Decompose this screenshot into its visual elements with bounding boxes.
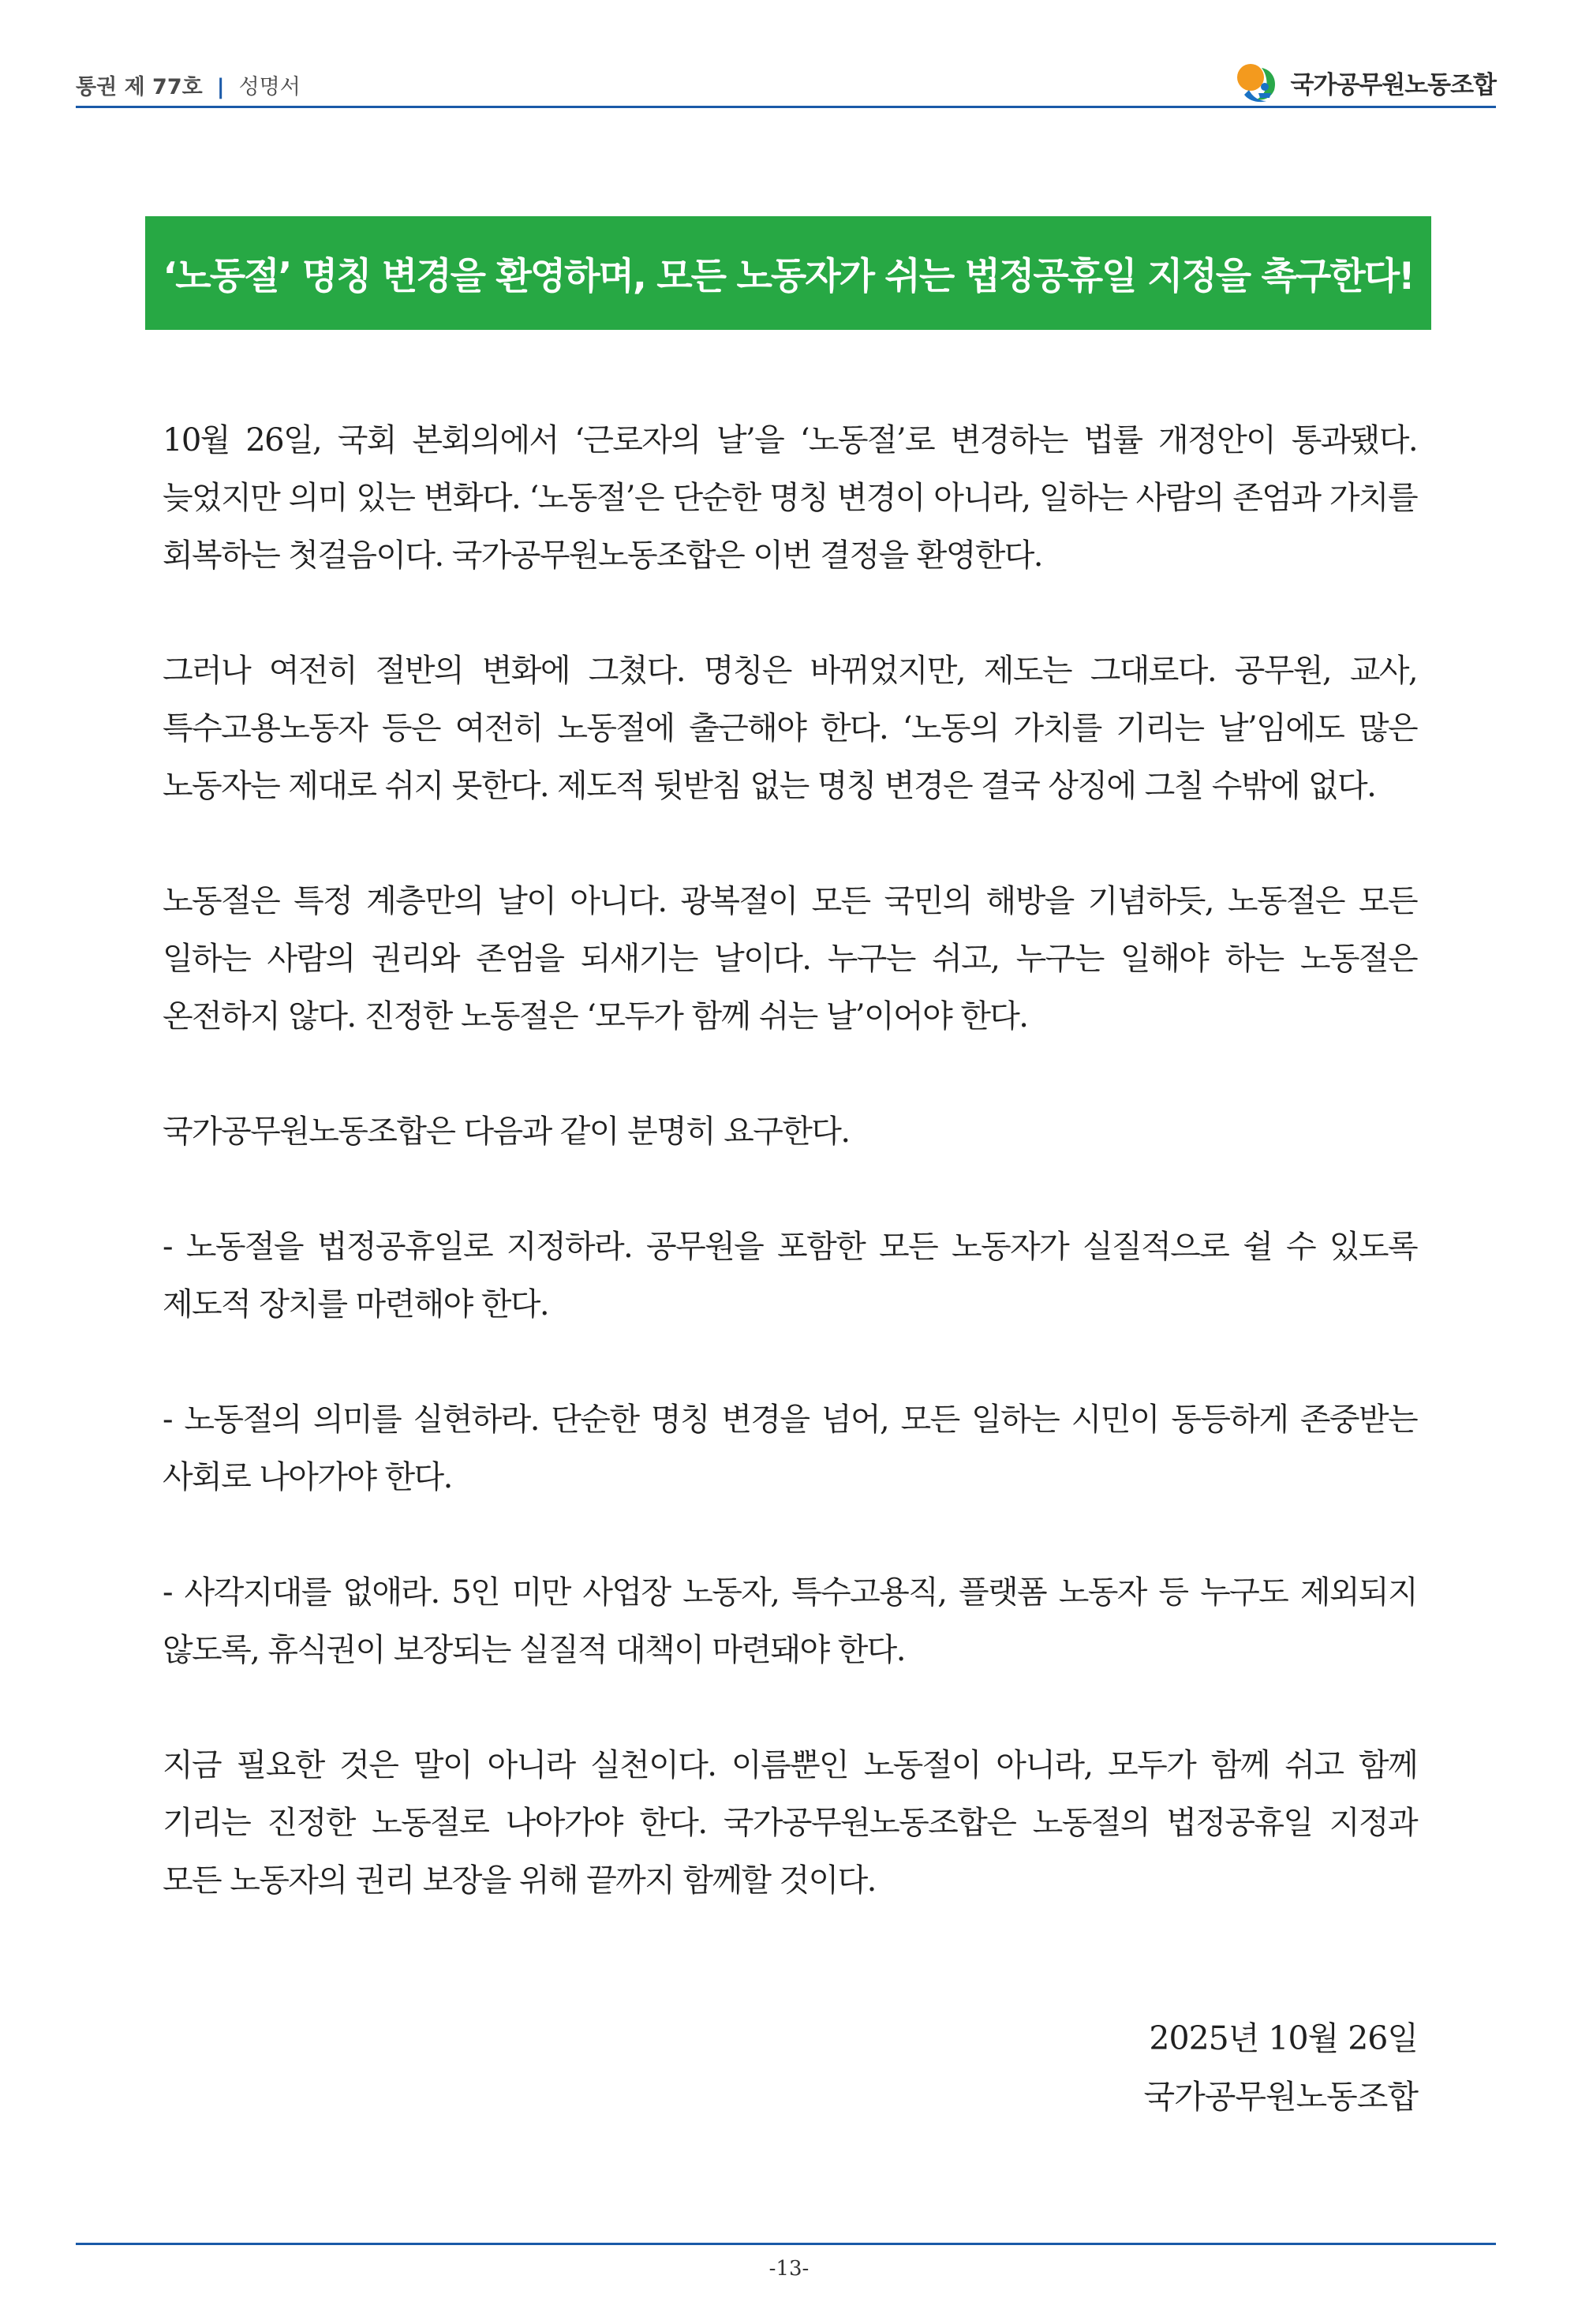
- statement-title: ‘노동절’ 명칭 변경을 환영하며, 모든 노동자가 쉬는 법정공휴일 지정을 촉구한다!: [163, 254, 1414, 298]
- paragraph: 노동절은 특정 계층만의 날이 아니다. 광복절이 모든 국민의 해방을 기념하듯, 노동절은 모든 일하는 사람의 권리와 존엄을 되새기는 날이다. 누구는 쉬고, 누구는 일해야 하는 노동절은 온전하지 않다. 진정한 노동절은 ‘모두가 함께 쉬는 날’이어야 한다.: [163, 883, 1417, 1035]
- header-separator: |: [216, 75, 225, 99]
- document-category: 성명서: [238, 75, 301, 99]
- statement-body: [163, 412, 1417, 1967]
- signature-block: [1144, 2009, 1418, 2126]
- demand-item: - 노동절의 의미를 실현하라. 단순한 명칭 변경을 넘어, 모든 일하는 시민이 동등하게 존중받는 사회로 나아가야 한다.: [163, 1402, 1417, 1495]
- statement-date: 2025년 10월 26일: [1149, 2019, 1418, 2057]
- signing-organization: 국가공무원노동조합: [1143, 2078, 1418, 2116]
- page-number: -13-: [768, 2257, 810, 2281]
- page-header: [76, 60, 1496, 109]
- issue-number: 통권 제 77호: [76, 75, 203, 99]
- paragraph: 그러나 여전히 절반의 변화에 그쳤다. 명칭은 바뀌었지만, 제도는 그대로다. 공무원, 교사, 특수고용노동자 등은 여전히 노동절에 출근해야 한다. ‘노동의 가치를 기리는 날’임에도 많은 노동자는 제대로 쉬지 못한다. 제도적 뒷받침 없는 명칭 변경은 결국 상징에 그칠 수밖에 없다.: [163, 653, 1417, 804]
- paragraph: 국가공무원노동조합은 다음과 같이 분명히 요구한다.: [163, 1113, 850, 1150]
- header-issue-info: [76, 69, 301, 100]
- union-logo-icon: [1235, 60, 1281, 104]
- paragraph: 10월 26일, 국회 본회의에서 ‘근로자의 날’을 ‘노동절’로 변경하는 법률 개정안이 통과됐다. 늦었지만 의미 있는 변화다. ‘노동절’은 단순한 명칭 변경이 아니라, 일하는 사람의 존엄과 가치를 회복하는 첫걸음이다. 국가공무원노동조합은 이번 결정을 환영한다.: [163, 422, 1417, 574]
- demand-item: - 사각지대를 없애라. 5인 미만 사업장 노동자, 특수고용직, 플랫폼 노동자 등 누구도 제외되지 않도록, 휴식권이 보장되는 실질적 대책이 마련돼야 한다.: [163, 1574, 1417, 1668]
- statement-title-banner: [145, 216, 1431, 330]
- demand-item: - 노동절을 법정공휴일로 지정하라. 공무원을 포함한 모든 노동자가 실질적으로 쉴 수 있도록 제도적 장치를 마련해야 한다.: [163, 1229, 1417, 1323]
- header-rule: [76, 106, 1496, 108]
- union-name: 국가공무원노동조합: [1290, 70, 1496, 99]
- union-logo: [1235, 60, 1496, 104]
- paragraph: 지금 필요한 것은 말이 아니라 실천이다. 이름뿐인 노동절이 아니라, 모두가 함께 쉬고 함께 기리는 진정한 노동절로 나아가야 한다. 국가공무원노동조합은 노동절의 법정공휴일 지정과 모든 노동자의 권리 보장을 위해 끝까지 함께할 것이다.: [163, 1747, 1417, 1899]
- footer-rule: [76, 2243, 1496, 2245]
